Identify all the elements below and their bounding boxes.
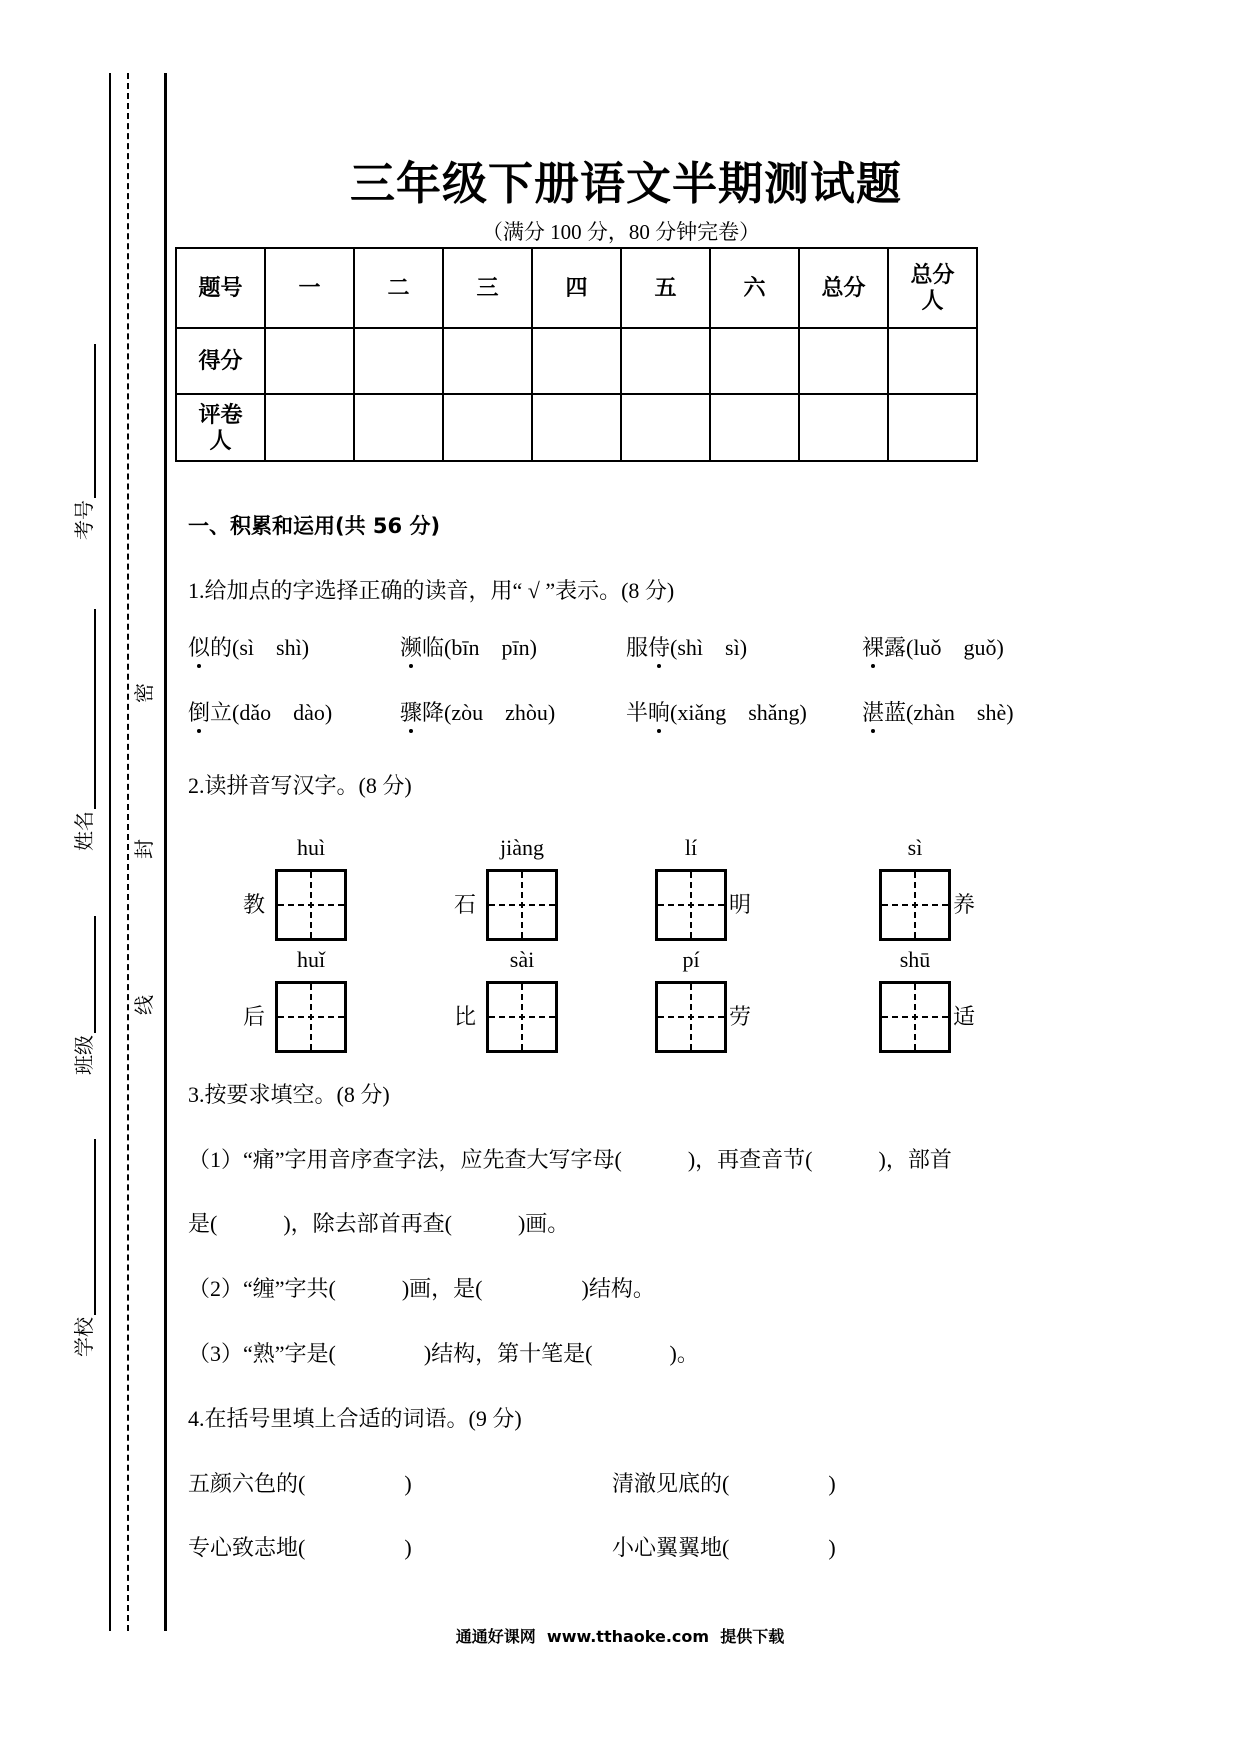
pinyin-writing-item bbox=[242, 946, 347, 1056]
seal-char-mi: 密 bbox=[134, 683, 156, 703]
reading-options: (shì sì) bbox=[670, 635, 748, 660]
table-header-cell: 六 bbox=[710, 248, 799, 328]
reading-options: (bīn pīn) bbox=[444, 635, 537, 660]
word-char: 露 bbox=[884, 635, 907, 660]
pinyin-writing-item bbox=[453, 946, 558, 1056]
reading-item bbox=[862, 699, 1014, 727]
reading-item bbox=[626, 699, 807, 727]
school-label: 学校 bbox=[74, 1317, 96, 1357]
grader-cell bbox=[354, 394, 443, 461]
word-char: 蓝 bbox=[884, 700, 907, 725]
table-header-cell: 二 bbox=[354, 248, 443, 328]
score-cell bbox=[888, 328, 977, 394]
grader-cell bbox=[710, 394, 799, 461]
table-header-cell: 总分 bbox=[799, 248, 888, 328]
phrase-blank-item: 专心致志地( ) bbox=[188, 1535, 412, 1560]
reading-options: (zòu zhòu) bbox=[444, 700, 556, 725]
reading-options: (luǒ guǒ) bbox=[906, 635, 1004, 660]
class-field bbox=[72, 916, 96, 1075]
question-1-prompt: 1.给加点的字选择正确的读音，用“ √ ”表示。(8 分) bbox=[188, 578, 675, 603]
reading-options: (dǎo dào) bbox=[232, 700, 333, 725]
pinyin-label: jiàng bbox=[500, 835, 544, 860]
word-char: 倒 bbox=[188, 700, 211, 725]
grader-label: 评卷人 bbox=[198, 401, 243, 453]
reading-item bbox=[862, 634, 1004, 662]
tianzige-box bbox=[879, 869, 951, 941]
tianzige-box bbox=[486, 981, 558, 1053]
word-char: 晌 bbox=[648, 700, 671, 725]
grader-cell bbox=[799, 394, 888, 461]
word-char: 骤 bbox=[400, 700, 423, 725]
pinyin-label: lí bbox=[684, 835, 698, 860]
grader-cell bbox=[532, 394, 621, 461]
word-char: 似 bbox=[188, 635, 211, 660]
word-hint-char: 劳 bbox=[728, 1004, 751, 1029]
word-char: 裸 bbox=[862, 635, 885, 660]
word-char: 半 bbox=[626, 700, 649, 725]
score-cell bbox=[710, 328, 799, 394]
page-subtitle: （满分 100 分，80 分钟完卷） bbox=[481, 220, 761, 244]
word-char: 临 bbox=[422, 635, 445, 660]
word-char: 湛 bbox=[862, 700, 885, 725]
word-char: 的 bbox=[210, 635, 233, 660]
word-hint-char: 教 bbox=[242, 892, 265, 917]
score-cell bbox=[799, 328, 888, 394]
tianzige-box bbox=[655, 869, 727, 941]
total-grader-label: 总分人 bbox=[910, 262, 955, 313]
page-title: 三年级下册语文半期测试题 bbox=[349, 159, 902, 209]
table-header-cell: 五 bbox=[621, 248, 710, 328]
margin-thick-line bbox=[164, 73, 167, 1631]
grader-cell bbox=[265, 394, 354, 461]
score-table bbox=[175, 247, 978, 462]
phrase-blank-item: 五颜六色的( ) bbox=[188, 1471, 412, 1496]
school-underline bbox=[93, 1139, 96, 1315]
class-underline bbox=[93, 916, 96, 1033]
tianzige-box bbox=[275, 981, 347, 1053]
score-row bbox=[176, 328, 977, 394]
name-field bbox=[72, 609, 96, 851]
tianzige-box bbox=[879, 981, 951, 1053]
section-heading: 一、积累和运用(共 56 分) bbox=[188, 514, 441, 538]
reading-item bbox=[188, 634, 309, 662]
score-table-header-row bbox=[176, 248, 977, 328]
seal-char-xian: 线 bbox=[134, 995, 156, 1015]
word-hint-char: 明 bbox=[728, 892, 751, 917]
grader-cell bbox=[888, 394, 977, 461]
margin-solid-line bbox=[109, 73, 111, 1631]
pinyin-label: sài bbox=[509, 947, 535, 972]
pinyin-writing-item bbox=[655, 834, 751, 944]
pinyin-writing-item bbox=[242, 834, 347, 944]
score-cell bbox=[265, 328, 354, 394]
score-cell bbox=[354, 328, 443, 394]
word-char: 服 bbox=[626, 635, 649, 660]
school-field bbox=[72, 1139, 96, 1357]
class-label: 班级 bbox=[74, 1035, 96, 1075]
tianzige-box bbox=[275, 869, 347, 941]
grader-row bbox=[176, 394, 977, 461]
score-cell bbox=[621, 328, 710, 394]
word-char: 侍 bbox=[648, 635, 671, 660]
phrase-blank-item: 小心翼翼地( ) bbox=[612, 1535, 836, 1560]
exam-number-underline bbox=[93, 344, 96, 498]
question-4-prompt: 4.在括号里填上合适的词语。(9 分) bbox=[188, 1406, 522, 1431]
word-hint-char: 适 bbox=[952, 1004, 975, 1029]
page-footer: 通通好课网 www.tthaoke.com 提供下载 bbox=[455, 1627, 785, 1646]
tianzige-box bbox=[655, 981, 727, 1053]
reading-options: (xiǎng shǎng) bbox=[670, 700, 807, 725]
pinyin-label: sì bbox=[907, 835, 923, 860]
question-2-prompt: 2.读拼音写汉字。(8 分) bbox=[188, 773, 412, 798]
pinyin-writing-item bbox=[879, 946, 975, 1056]
seal-char-feng: 封 bbox=[134, 839, 156, 859]
fill-blank-line: （2）“缠”字共( )画，是( )结构。 bbox=[188, 1276, 655, 1301]
pinyin-writing-item bbox=[655, 946, 751, 1056]
table-header-cell: 题号 bbox=[176, 248, 265, 328]
exam-number-label: 考号 bbox=[74, 500, 96, 540]
fill-blank-line: 是( )，除去部首再查( )画。 bbox=[188, 1211, 570, 1236]
pinyin-writing-item bbox=[879, 834, 975, 944]
table-header-cell: 四 bbox=[532, 248, 621, 328]
pinyin-label: shū bbox=[899, 947, 931, 972]
reading-item bbox=[626, 634, 747, 662]
reading-item bbox=[400, 634, 537, 662]
row-label: 得分 bbox=[176, 328, 265, 394]
word-hint-char: 石 bbox=[453, 892, 476, 917]
word-char: 降 bbox=[422, 700, 445, 725]
pinyin-label: pí bbox=[682, 947, 700, 972]
margin-dashed-line bbox=[127, 73, 129, 1631]
reading-item bbox=[400, 699, 555, 727]
reading-options: (zhàn shè) bbox=[906, 700, 1014, 725]
name-label: 姓名 bbox=[74, 811, 96, 851]
fill-blank-line: （3）“熟”字是( )结构，第十笔是( )。 bbox=[188, 1341, 699, 1366]
tianzige-box bbox=[486, 869, 558, 941]
table-header-cell: 三 bbox=[443, 248, 532, 328]
name-underline bbox=[93, 609, 96, 809]
word-char: 立 bbox=[210, 700, 233, 725]
score-cell bbox=[532, 328, 621, 394]
grader-cell bbox=[621, 394, 710, 461]
grader-cell bbox=[443, 394, 532, 461]
exam-number-field bbox=[72, 344, 96, 540]
score-cell bbox=[443, 328, 532, 394]
reading-item bbox=[188, 699, 332, 727]
pinyin-label: huǐ bbox=[296, 947, 326, 972]
pinyin-writing-item bbox=[453, 834, 558, 944]
table-header-cell bbox=[888, 248, 977, 328]
phrase-blank-item: 清澈见底的( ) bbox=[612, 1471, 836, 1496]
fill-blank-line: （1）“痛”字用音序查字法，应先查大写字母( )，再查音节( )，部首 bbox=[188, 1147, 952, 1172]
word-hint-char: 后 bbox=[242, 1004, 265, 1029]
reading-options: (sì shì) bbox=[232, 635, 310, 660]
question-3-prompt: 3.按要求填空。(8 分) bbox=[188, 1082, 390, 1107]
word-hint-char: 养 bbox=[952, 892, 975, 917]
word-hint-char: 比 bbox=[453, 1004, 476, 1029]
word-char: 濒 bbox=[400, 635, 423, 660]
pinyin-label: huì bbox=[296, 835, 326, 860]
row-label bbox=[176, 394, 265, 461]
table-header-cell: 一 bbox=[265, 248, 354, 328]
